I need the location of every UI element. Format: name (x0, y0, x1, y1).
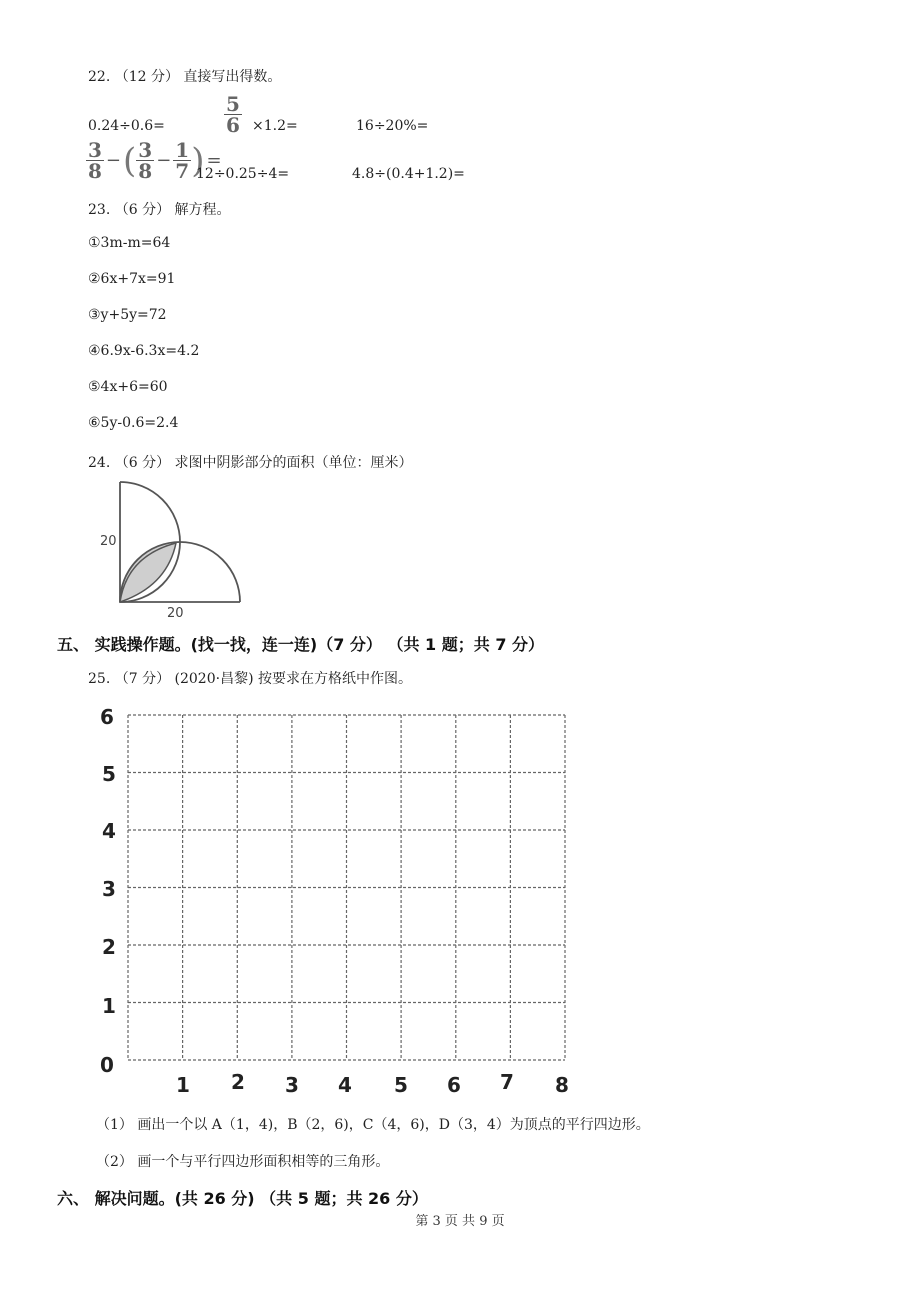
fraction-numerator: 3 (88, 138, 102, 162)
y-label-2: 2 (102, 935, 116, 959)
x-axis-labels (176, 1070, 569, 1097)
shaded-area-figure (95, 474, 255, 624)
page-footer: 第 3 页 共 9 页 (415, 1214, 505, 1229)
q22-item-b-rest: ×1.2= (252, 118, 298, 134)
y-label-0: 0 (100, 1053, 114, 1077)
grid-lines (128, 715, 565, 1060)
left-paren: ( (123, 140, 137, 181)
fraction-3-8-b (136, 140, 154, 181)
fraction-1-7 (173, 140, 191, 181)
y-label-3: 3 (102, 877, 116, 901)
minus-sign: − (156, 150, 172, 171)
y-label-4: 4 (102, 819, 116, 843)
q22-item-f: 4.8÷(0.4+1.2)= (352, 166, 465, 182)
right-paren: ) (191, 140, 205, 181)
y-label-1: 1 (102, 994, 116, 1018)
section-6-title: 六、 解决问题。(共 26 分) （共 5 题；共 26 分） (57, 1189, 428, 1208)
q24-header: 24. （6 分） 求图中阴影部分的面积（单位：厘米） (88, 455, 413, 471)
q22-item-a: 0.24÷0.6= (88, 118, 165, 134)
grid-paper (92, 700, 582, 1100)
q22-item-b (224, 94, 242, 135)
q25-header: 25. （7 分） (2020·昌黎) 按要求在方格纸中作图。 (88, 671, 412, 687)
q25-sub-1: （1） 画出一个以 A（1，4)，B（2，6)，C（4，6)，D（3，4）为顶点的平行四边形。 (96, 1117, 650, 1133)
x-label-8: 8 (555, 1073, 569, 1097)
fraction-denominator: 8 (138, 159, 153, 183)
bottom-length-label: 20 (167, 606, 184, 621)
x-label-3: 3 (285, 1073, 299, 1097)
fraction-denominator: 8 (88, 159, 102, 183)
y-axis-labels (100, 705, 116, 1077)
x-label-1: 1 (176, 1073, 190, 1097)
section-5-title: 五、 实践操作题。(找一找，连一连)（7 分） （共 1 题；共 7 分） (57, 635, 545, 654)
fraction-numerator: 1 (175, 138, 190, 162)
q23-equation-5: ⑤4x+6=60 (88, 379, 168, 395)
equals-sign: = (206, 150, 222, 171)
fraction-numerator: 5 (226, 92, 240, 116)
x-label-6: 6 (447, 1073, 461, 1097)
q23-equation-3: ③y+5y=72 (88, 307, 167, 323)
q23-equation-1: ①3m-m=64 (88, 235, 171, 251)
q25-sub-2: （2） 画一个与平行四边形面积相等的三角形。 (96, 1154, 390, 1170)
q23-equation-6: ⑥5y-0.6=2.4 (88, 415, 179, 431)
q22-item-e: 12÷0.25÷4= (196, 166, 290, 182)
fraction-denominator: 6 (226, 113, 240, 137)
fraction-numerator: 3 (138, 138, 153, 162)
x-label-7: 7 (500, 1070, 514, 1094)
fraction-5-6 (224, 94, 242, 135)
y-label-5: 5 (102, 762, 116, 786)
x-label-5: 5 (394, 1073, 408, 1097)
q23-header: 23. （6 分） 解方程。 (88, 202, 231, 218)
minus-sign: − (105, 150, 122, 171)
fraction-3-8-a (86, 140, 104, 181)
x-label-2: 2 (231, 1070, 245, 1094)
y-label-6: 6 (100, 705, 114, 729)
q23-equation-4: ④6.9x-6.3x=4.2 (88, 343, 200, 359)
q22-item-c: 16÷20%= (356, 118, 429, 134)
q22-header: 22. （12 分） 直接写出得数。 (88, 69, 282, 85)
fraction-denominator: 7 (175, 159, 190, 183)
x-label-4: 4 (338, 1073, 352, 1097)
side-length-label: 20 (100, 534, 117, 549)
q23-equation-2: ②6x+7x=91 (88, 271, 176, 287)
